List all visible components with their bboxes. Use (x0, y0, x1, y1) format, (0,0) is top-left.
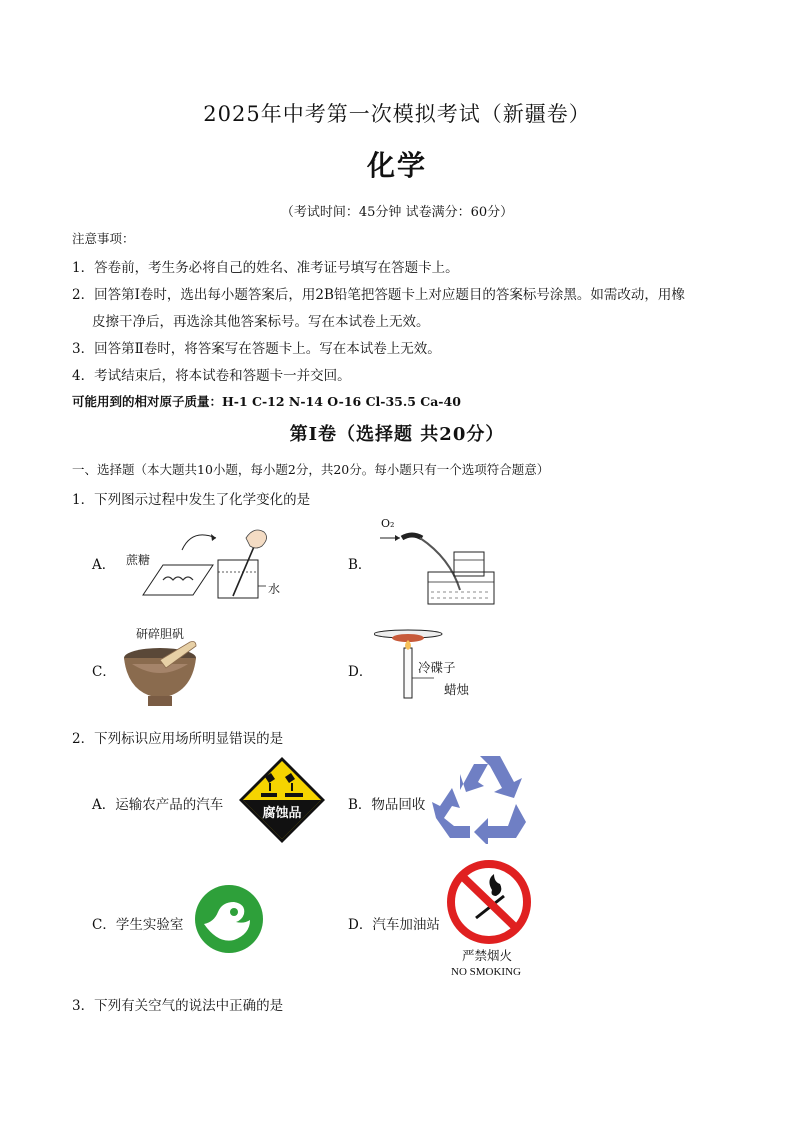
note-item: 皮擦干净后，再选涂其他答案标号。写在本试卷上无效。 (92, 314, 430, 330)
no-fire-sign-icon (446, 860, 534, 946)
no-fire-label-en: NO SMOKING (451, 966, 521, 978)
q2-option-d: D．汽车加油站 (348, 917, 440, 933)
label-copper-sulfate: 研碎胆矾 (136, 627, 185, 641)
label-water: 水 (268, 582, 281, 596)
label-sugar: 蔗糖 (126, 553, 151, 567)
mortar-pestle-figure (120, 640, 206, 710)
label-cold-plate: 冷碟子 (418, 660, 456, 675)
recycle-icon (430, 752, 530, 844)
atomic-masses: 可能用到的相对原子质量：H-1 C-12 N-14 O-16 Cl-35.5 Ca-40 (72, 394, 461, 409)
label-o2: O₂ (381, 517, 395, 530)
gas-collection-figure (376, 520, 496, 608)
section-title: 第Ⅰ卷（选择题 共20分） (289, 424, 505, 445)
q1-option-b: B． (348, 557, 372, 573)
q2-option-c: C．学生实验室 (92, 917, 184, 933)
exam-title: 2025年中考第一次模拟考试（新疆卷） (203, 102, 591, 126)
q2-option-a: A．运输农产品的汽车 (92, 797, 224, 813)
question-2-stem: 2．下列标识应用场所明显错误的是 (72, 731, 284, 747)
note-item: 3．回答第Ⅱ卷时，将答案写在答题卡上。写在本试卷上无效。 (72, 341, 441, 357)
note-item: 4．考试结束后，将本试卷和答题卡一并交回。 (72, 368, 351, 384)
sugar-dissolving-figure (138, 520, 283, 602)
q1-option-c: C． (92, 664, 116, 680)
time-info: （考试时间：45分钟 试卷满分：60分） (280, 205, 514, 220)
lab-sign-icon (194, 884, 264, 954)
subject-title: 化学 (366, 149, 427, 182)
q2-option-b: B．物品回收 (348, 797, 426, 813)
question-1-stem: 1．下列图示过程中发生了化学变化的是 (72, 492, 311, 508)
corrosive-sign-icon (237, 755, 327, 845)
section-instructions: 一、选择题（本大题共10小题，每小题2分，共20分。每小题只有一个选项符合题意） (72, 462, 550, 477)
note-item: 2．回答第Ⅰ卷时，选出每小题答案后，用2B铅笔把答题卡上对应题目的答案标号涂黑。如需改动，用橡 (72, 287, 685, 303)
q1-option-d: D． (348, 664, 373, 680)
question-3-stem: 3．下列有关空气的说法中正确的是 (72, 998, 284, 1014)
no-fire-label-cn: 严禁烟火 (462, 948, 513, 963)
note-item: 1．答卷前，考生务必将自己的姓名、准考证号填写在答题卡上。 (72, 260, 459, 276)
q1-option-a: A． (92, 557, 116, 573)
label-candle: 蜡烛 (444, 682, 470, 697)
corrosive-label: 腐蚀品 (262, 806, 302, 821)
notes-heading: 注意事项： (72, 231, 135, 246)
